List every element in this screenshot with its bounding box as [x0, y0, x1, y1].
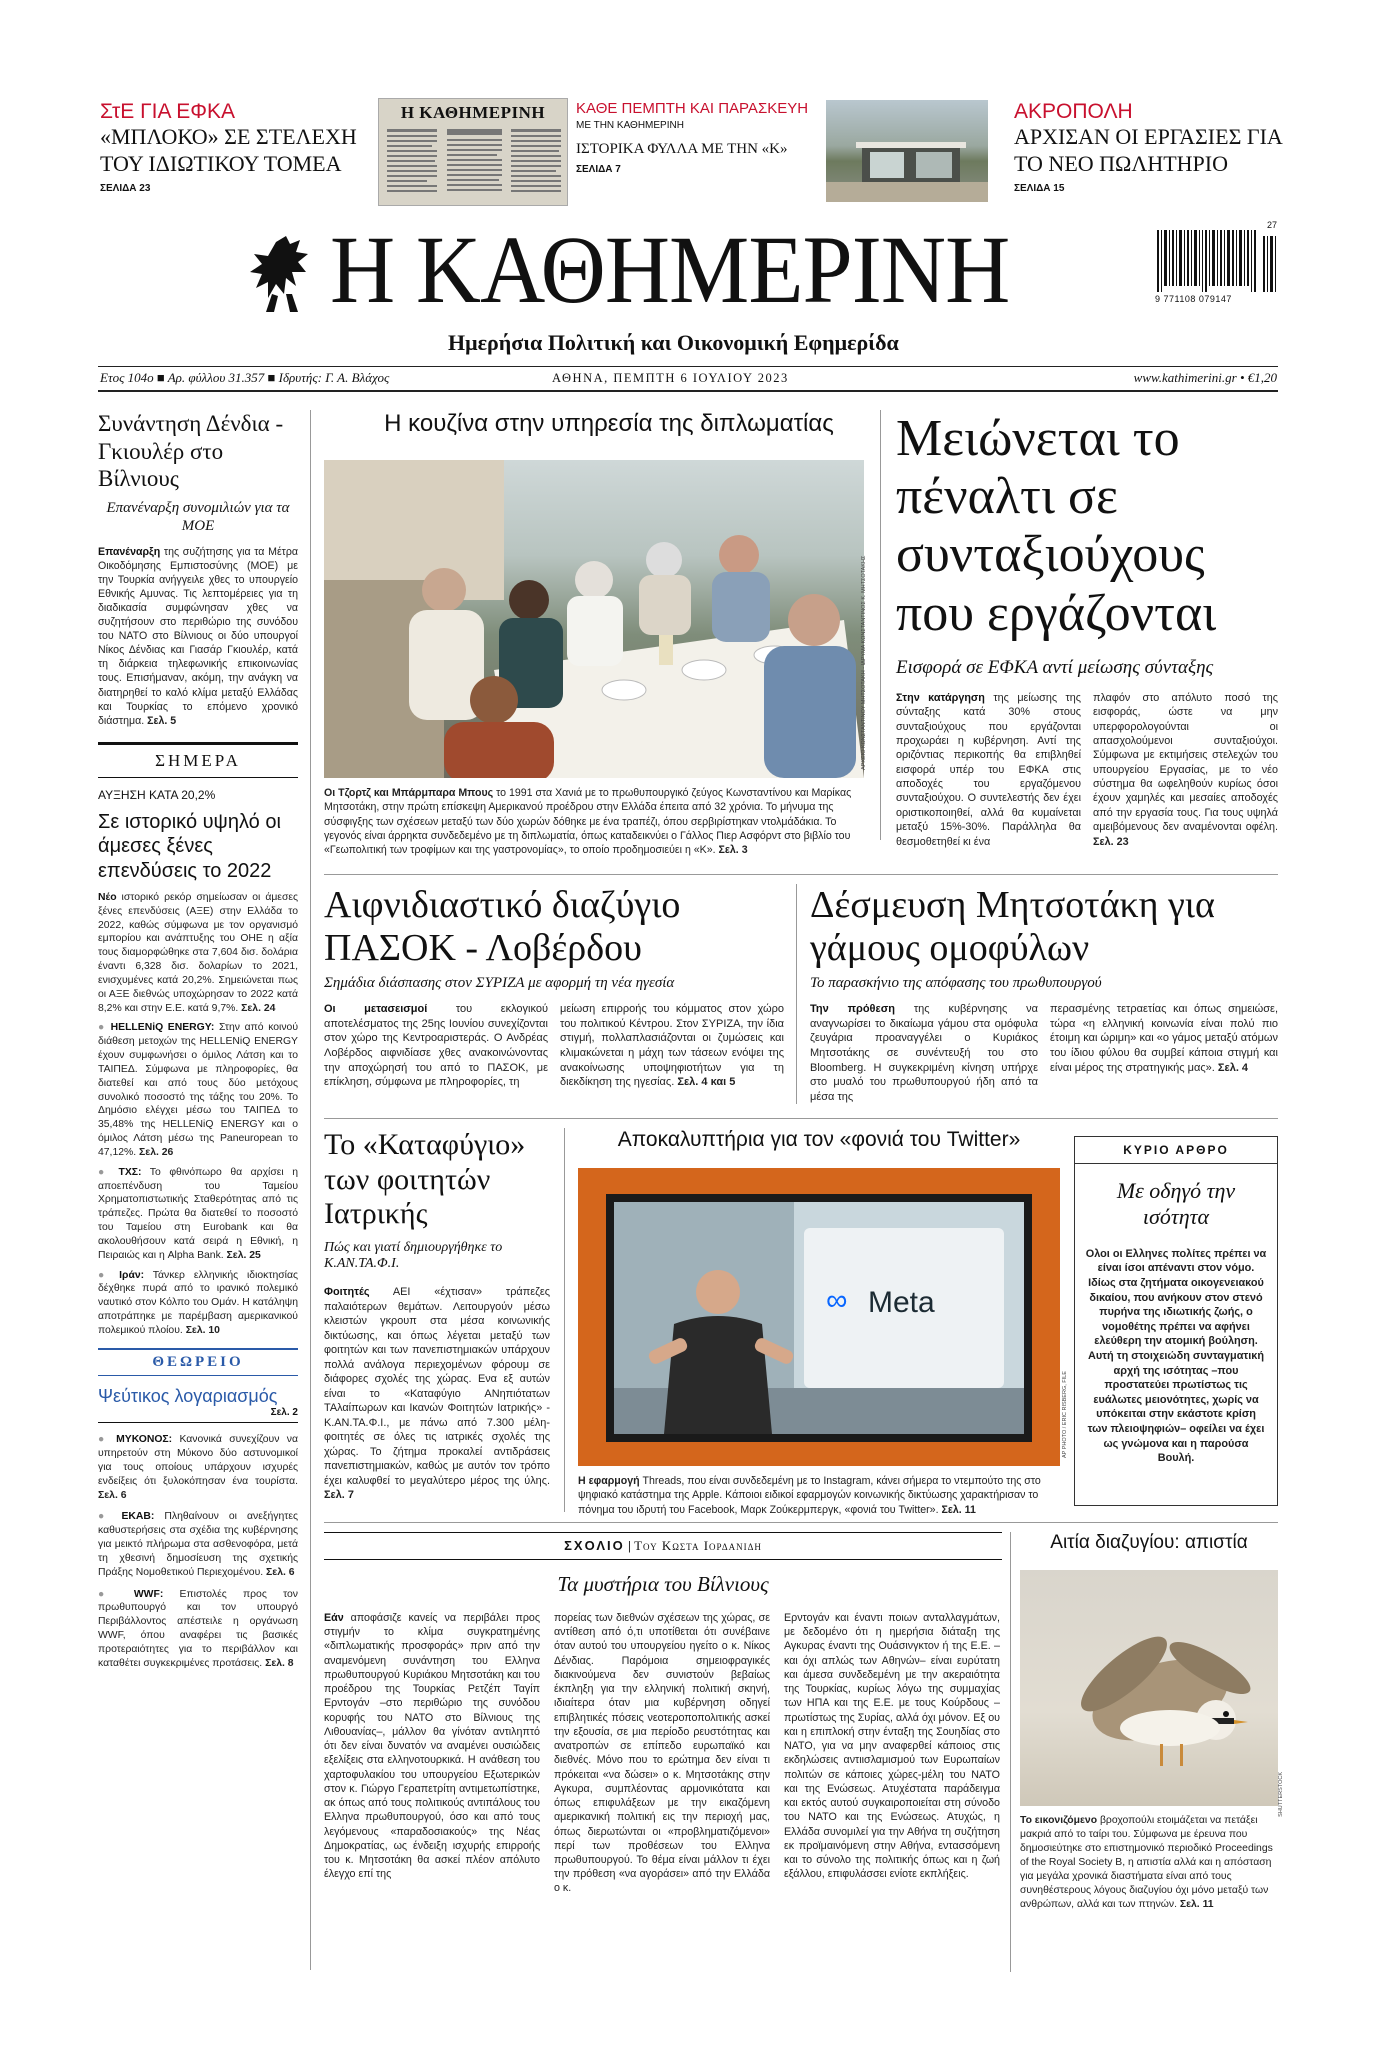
brief-body: Επιστολές προς τον πρωθυπουργό και τον υπουργό Περιβάλλοντος απέστειλε η οργάνωση WWF, όπου αναφέρει τις βασικές προτεραιότητες για το περιβάλλον και καταθέτει συγκεκριμένες προτάσεις. [98, 1588, 298, 1669]
thumb-masthead: Η ΚΑΘΗΜΕΡΙΝΗ [400, 103, 546, 122]
pseutikos-title: Ψεύτικος λογαριασμός [98, 1385, 278, 1406]
brief-text: ● ΕΚΑΒ: Πληθαίνουν οι ανεξήγητες καθυστερήσεις στα σχέδια της κυβέρνησης για μεικτό πλήρωμα στα ασθενοφόρα, μετά τη χθεσινή δημοσίευση της σχετικής Πράξης Νομοθετικού Περιεχομένου. Σελ. 6 [98, 1511, 299, 1578]
divorce-col1 [324, 1002, 548, 1090]
page-ref: Σελ. 6 [98, 1489, 127, 1501]
fdi-text: ιστορικό ρεκόρ σημείωσαν οι άμεσες ξένες επενδύσεις (ΑΞΕ) στην Ελλάδα το 2022, καθώς σύμφωνα με τον οργανισμό εμπορίου και ανάπτυξης του ΟΗΕ η αξία τους διαμορφώθηκε στα 7,604 δισ. δολάρια έναντι 6,328 δισ. δολαρίων το 2021, ενισχυμένες κατά 20,2%. Σημειώνεται πως οι ΑΞΕ διεθνώς υποχώρησαν το 2022 κατά 8,2% και στην Ε.Ε. κατά 9,7%. [98, 891, 298, 1014]
fdi-lead: Νέο [98, 891, 117, 903]
comment-col1 [324, 1611, 540, 1896]
comment-author: Του Κωστα Ιορδανιδη [634, 1538, 762, 1553]
cuisine-story[interactable] [324, 410, 874, 857]
teaser-title: «ΜΠΛΟΚΟ» ΣΕ ΣΤΕΛΕΧΗ ΤΟΥ ΙΔΙΩΤΙΚΟΥ ΤΟΜΕΑ [100, 124, 357, 176]
page-ref: Σελ. 6 [266, 1566, 295, 1578]
brief-wwf[interactable] [98, 1588, 298, 1671]
comment-lead: Εάν [324, 1612, 344, 1624]
comment-header: ΣΧΟΛΙΟ | Του Κωστα Ιορδανιδη [324, 1532, 1002, 1560]
comment-title: Τα μυστήρια του Βίλνιους [557, 1572, 769, 1596]
website-price: www.kathimerini.gr • €1,20 [1133, 370, 1277, 385]
thumb-columns [379, 125, 568, 205]
brief-lead: ΜΥΚΟΝΟΣ: [116, 1434, 173, 1446]
page-ref: Σελ. 23 [1093, 835, 1129, 848]
plover-shape [1020, 1570, 1278, 1806]
caption-lead: Οι Τζορτζ και Μπάρμπαρα Μπους [324, 787, 494, 799]
editorial-label: ΚΥΡΙΟ ΑΡΘΡΟ [1075, 1137, 1277, 1164]
brief-lead: Ιράν: [119, 1269, 145, 1281]
page-ref: Σελ. 4 [1217, 1061, 1249, 1074]
page-ref: Σελ. 11 [1179, 1899, 1214, 1911]
divorce-subtitle: Σημάδια διάσπασης στον ΣΥΡΙΖΑ με αφορμή τη νέα ηγεσία [324, 975, 675, 992]
threads-title: Αποκαλυπτήρια για τον «φονιά του Twitter» [617, 1128, 1021, 1151]
issue-info: Ετος 104ο ■ Αρ. φύλλου 31.357 ■ Ιδρυτής: Γ. Α. Βλάχος [100, 370, 390, 385]
pseutikos-story[interactable] [98, 1386, 298, 1424]
pensions-col2 [1093, 691, 1278, 849]
dendias-story[interactable] [98, 410, 298, 728]
pensions-lead: Στην κατάργηση [896, 691, 985, 704]
teaser-acropolis[interactable] [1014, 100, 1284, 194]
teaser-efka[interactable] [100, 100, 370, 194]
page-ref: Σελ. 3 [718, 844, 748, 857]
fdi-title: Σε ιστορικό υψηλό οι άμεσες ξένες επενδύσεις το 2022 [98, 810, 281, 882]
griffin-logo-icon [246, 232, 318, 316]
left-column [98, 410, 298, 1670]
brief-text: ● ΤΧΣ: Το φθινόπωρο θα αρχίσει η αποεπένδυση του Ταμείου Χρηματοπιστωτικής Σταθερότητας από τις τράπεζες. Πρώτα θα διατεθεί το ποσοστό του Ταμείου στη Eurobank και θα ακολουθήσουν κατά σειρά η Εθνική, η Πειραιώς και η Alpha Bank. Σελ. 25 [98, 1166, 298, 1261]
comment-text: αποφάσιζε κανείς να περιβάλει προς στιγμήν το κλίμα συγκρατημένης «διπλωματικής προσφοράς» πριν από την αναμενόμενη συνάντηση του Ελληνα πρωθυπουργού Κυριάκου Μητσοτάκη και του προέδρου της Τουρκίας Ρετζέπ Ταγίπ Ερντογάν –στο περιθώριο της συνόδου κορυφής του ΝΑΤΟ στο Βίλνιους της Λιθουανίας–, μάλλον θα γίνόταν αντιληπτό ότι δεν είναι δυνατόν να αναμένει ουσιώδεις εξελίξεις στα ελληνοτουρκικά. Η ανάθεση του χαρτοφυλακίου του υπουργείου Εξωτερικών στον κ. Γιώργο Γεραπετρίτη αντιμετωπίστηκε, ακ όπως από τους πολιτικούς αντιπάλους του Ελληνα πρωθυπουργού, όσο και από τους λεγόμενους «παραδοσιακούς» της Νέας Δημοκρατίας, ως ένδειξη ισχυρής επιρροής του κ. Μητσοτάκη θα ασκεί πλέον απόλυτο έλεγχο επί της [324, 1612, 540, 1881]
teaser-acropolis-photo [826, 100, 988, 202]
barcode-issue: 27 [1266, 220, 1277, 230]
barcode-addon-icon [1263, 230, 1277, 292]
refuge-text: ΑΕΙ «έχτισαν» τράπεζες παλαιότερων θεμάτων. Λειτουργούν μέσω κλειστών γκρουπ στα μέσα κοινωνικής δικτύωσης, και όπως λέγεται μεταξύ των φοιτητών και των πανεπιστημιακών υπάρχουν πολλά ανάλογα περιεχομένων φόρουμ σε διάφορες σχολές της χώρας. Ενα εξ αυτών είναι το «Καταφύγιο ΑΝηπιότατων ΤΑλαίπωρων και Ικανών Φοιτητών Ιατρικής» - Κ.ΑΝ.ΤΑ.Φ.Ι., με πάνω από 7.300 μέλη-φοιτητές σε όλες τις ιατρικές σχολές της χώρας. Το ζήτημα προκαλεί αντιδράσεις πανεπιστημιακών, καθώς με αυτόν τον τρόπο έχει καλυφθεί το μεγαλύτερο μέρος της ύλης. [324, 1286, 550, 1487]
page-ref: Σελ. 8 [265, 1657, 294, 1669]
bird-photo-credit: SHUTTERSTOCK [1278, 1772, 1284, 1817]
fdi-story[interactable] [98, 788, 298, 1016]
teaser-title: ΙΣΤΟΡΙΚΑ ΦΥΛΛΑ ΜΕ ΤΗΝ «Κ» [576, 141, 788, 158]
comment-col3: Ερντογάν και έναντι ποιων ανταλλαγμάτων, με δεδομένο ότι η ημερήσια διάταξη της Αγκυρας έναντι της Ουάσινγκτον ή της Ε.Ε. –και όχι απλώς των Αθηνών– είναι ευρύτατη και άμεσα συνδεδεμένη με την ακεραιότητα της Τουρκίας, κυρίως λόγω της συμμαχίας των ΗΠΑ και της Ε.Ε. με τους Κούρδους – πρωτίστως της Συρίας, αλλά όχι μόνον. Εξ ου και η επιπλοκή στην ένταξη της Σουηδίας στο ΝΑΤΟ, για να μην αναφερθεί κάποιος στις εκδηλώσεις αντιισλαμισμού των Ευρωπαίων πολιτών σε κάποιες χώρες-μέλη του ΝΑΤΟ και της Ενώσεως. Ατυχέστατα παράδειγμα και εκτός αυτού συγκαιροποιείται στη σύνοδο του ΝΑΤΟ και της Ενώσεως. Ατυχώς, η Ελλάδα συνομιλεί για την Αθήνα τη συζήτηση εκ προϊμαινόμενη στην Αθήνα, εντασσόμενη και το σύνολο της πολιτικής όπως και η ζωή εξάλλου, επιφυλάσσει ενίοτε εκπλήξεις. [784, 1612, 1000, 1881]
refuge-story[interactable] [324, 1128, 550, 1503]
teaser-historic[interactable] [576, 100, 826, 175]
page-ref: Σελ. 26 [139, 1146, 174, 1158]
page-ref: Σελ. 5 [147, 714, 177, 727]
pensions-subtitle: Εισφορά σε ΕΦΚΑ αντί μείωσης σύνταξης [896, 656, 1214, 678]
cuisine-photo-credit: ΑΡΧΕΙΟ ΚΩΝΣΤΑΝΤΙΝΟΥ ΜΗΤΣΟΤΑΚΗ - ΙΔΡΥΜΑ ΚΩΝΣΤΑΝΤΙΝΟΣ Κ. ΜΗΤΣΟΤΑΚΗΣ [861, 555, 867, 770]
page-ref: Σελ. 24 [241, 1002, 276, 1014]
masthead-title: Η ΚΑΘΗΜΕΡΙΝΗ [330, 216, 1010, 323]
pensions-text: πλαφόν στο απόλυτο ποσό της εισφοράς, ώστε να μην υπερφορολογούνται οι απασχολούμενοι συνταξιούχοι. Σύμφωνα με εκτιμήσεις στελεχών του υπουργείου Εργασίας, με το νέο σύστημα θα ωφεληθούν κυρίως όσοι έχουν χαμηλές και μεσαίες αποδοχές από την εργασία τους. Για τους υψηλά αμειβόμενους δεν αναμένονται οφέλη. [1093, 691, 1278, 834]
issue-date: ΑΘΗΝΑ, ΠΕΜΠΤΗ 6 ΙΟΥΛΙΟΥ 2023 [552, 371, 789, 385]
divorce-col2 [560, 1002, 784, 1090]
brief-lead: HELLENiQ ENERGY: [110, 1022, 215, 1034]
comment-label: ΣΧΟΛΙΟ [564, 1538, 625, 1553]
caption-text: το 1991 στα Χανιά με το πρωθυπουργικό ζεύγος Κωνσταντίνου και Μαρίκας Μητσοτάκη, στην πρώτη επίσκεψη Αμερικανού προέδρου στην Ελλάδα έπειτα από 32 χρόνια. Το μήνυμα της σύσφιγξης των σχέσεων μεταξύ των δύο χωρών δόθηκε με ένα τραπέζι, όπου σερβιρίστηκαν ντολμάδάκια. Το γεγονός είναι άρρηκτα συνδεδεμένο με τη διπλωματία, όπως καταδεικνύει ο Γάλλος Πιερ Ασφόρντ στο βιβλίο του «Γεωπολιτική των τροφίμων και της γαστρονομίας», το οποίο προδημοσιεύει η «Κ». [324, 787, 852, 857]
threads-story[interactable] [578, 1128, 1068, 1516]
comment-col2: πορείας των διεθνών σχέσεων της χώρας, σε αντίθεση από ό,τι υποτίθεται ότι συνέβαινε όταν αυτού του υπουργείου ηγείτο ο κ. Νίκος Δένδιας. Παρόμοια σημειοφραγικές διακινούμενα δεν συνιστούν βεβαίως έκπληξη για την ελληνική πολιτική σκηνή, ιδιαίτερα όταν μια κυβέρνηση οδηγεί επιβλητικές πόσεις νεοτεροποπολιτικής ασκεί την εξουσία, σε μια περίοδο ρευστότητας και ανατροπών σε επίπεδο ευρωπαϊκό και διεθνές. Μόνο που το ερώτημα δεν είναι τι πρόκειται «να δώσει» ο κ. Μητσοτάκης στην Αγκυρα, συμπλέοντας αρμονικότατα και όπως επιφυλάξεων με την εικαζόμενη αμερικανική πολιτική εις την περιοχή μας, όπως διερωτώνται οι «προβληματιζόμενοι» περί των προθέσεων του Ελληνα πρωθυπουργού. Το θέμα είναι μάλλον τι έχει την πρόθεση «να αγοράσει» από την Ελλάδα ο κ. [554, 1612, 770, 1895]
brief-text: ● WWF: Επιστολές προς τον πρωθυπουργό και τον υπουργό Περιβάλλοντος απέστειλε η οργάνωση WWF, όπου αναφέρει τις βασικές προτεραιότητες για το περιβάλλον και καταθέτει συγκεκριμένες προτάσεις. Σελ. 8 [98, 1588, 298, 1669]
commitment-title: Δέσμευση Μητσοτάκη για γάμους ομοφύλων [810, 884, 1215, 969]
caption-text: βροχοπούλι ετοιμάζεται να πετάξει μακριά από το ταίρι του. Σύμφωνα με έρευνα που δημοσιεύτηκε στο επιστημονικό περιοδικό Proceedings of the Royal Society B, η απιστία αλλά και η απόσταση για μεγάλα χρονικά διαστήματα είναι από τους συνηθέστερους λόγους διαζυγίου όχι μόνο μεταξύ των ανθρώπων, αλλά και των πτηνών. [1020, 1815, 1273, 1911]
teaser-title: ΑΡΧΙΣΑΝ ΟΙ ΕΡΓΑΣΙΕΣ ΓΙΑ ΤΟ ΝΕΟ ΠΩΛΗΤΗΡΙΟ [1014, 124, 1282, 176]
divorce-lead: Οι μετασεισμοί [324, 1003, 428, 1016]
pavilion-shape [826, 100, 988, 202]
brief-text: ● Ιράν: Τάνκερ ελληνικής ιδιοκτησίας δέχθηκε πυρά από το ιρανικό πολεμικό ναυτικό στον Κόλπο του Ομάν. Η κατάληψη αποτράπηκε με παρέμβαση αμερικανικού πολεμικού πλοίου. Σελ. 10 [98, 1269, 298, 1336]
page-ref: Σελ. 7 [324, 1489, 354, 1502]
brief-body: Το φθινόπωρο θα αρχίσει η αποεπένδυση του Ταμείου Χρηματοπιστωτικής Σταθερότητας από τις τράπεζες. Πρώτα θα διατεθεί το ποσοστό του Ταμείου στη Eurobank και θα ακολουθήσουν κατά σειρά η Εθνική, η Πειραιώς και η Alpha Bank. [98, 1166, 298, 1261]
threads-caption [578, 1474, 1060, 1517]
pensions-col1 [896, 691, 1081, 849]
meta-infinity-icon: ∞ [826, 1284, 848, 1317]
commitment-story[interactable] [810, 884, 1278, 1104]
brief-body: Πληθαίνουν οι ανεξήγητες καθυστερήσεις στα σχέδια της κυβέρνησης για μεικτό πλήρωμα στα ασθενοφόρα, μετά τη χθεσινή δημοσίευση της σχετικής Πράξης Νομοθετικού Περιεχομένου. [98, 1511, 299, 1578]
brief-lead: WWF: [133, 1588, 164, 1600]
divorce-title: Αιφνιδιαστικό διαζύγιο ΠΑΣΟΚ - Λοβέρδου [324, 884, 681, 969]
caption-text: Threads, που είναι συνδεδεμένη με το Instagram, κάνει σήμερα το ντεμπούτο της στο ψηφιακό κατάστημα της Apple. Κάποιοι ειδικοί εφαρμογών κοινωνικής δικτύωσης χαρακτήρισαν το πόνημα του ιδρυτή του Facebook, Μαρκ Ζούκερμπεργκ, «φονιά του Twitter». [578, 1475, 1041, 1516]
commitment-text: της κυβέρνησης να αναγνωρίσει το δικαίωμα γάμου στα ομόφυλα ζευγάρια προαναγγέλει ο Κυριάκος Μητσοτάκης σε συνέντευξή του στο Bloomberg. Η συγκεκριμένη κίνηση υπήρχε στο μυαλό του πρωθυπουργού ήδη από τα μέσα της [810, 1003, 1039, 1103]
refuge-lead: Φοιτητές [324, 1286, 370, 1299]
zuckerberg-photo [578, 1168, 1060, 1466]
meta-logo: Meta [868, 1286, 935, 1319]
brief-iran[interactable] [98, 1269, 298, 1338]
brief-text: ● ΜΥΚΟΝΟΣ: Κανονικά συνεχίζουν να υπηρετούν στη Μύκονο δύο αστυνομικοί για τους οποίους υπάρχουν ισχυρές ενδείξεις ότι ξυλοκόπησαν ένα τουρίστα. Σελ. 6 [98, 1434, 298, 1501]
teaser-page: ΣΕΛΙΔΑ 15 [1014, 182, 1065, 194]
page-ref: Σελ. 4 και 5 [677, 1076, 736, 1089]
teaser-page: ΣΕΛΙΔΑ 7 [576, 164, 621, 176]
brief-body: Στην από κοινού διάθεση μετοχών της HELLENiQ ENERGY έχουν συμφωνήσει ο όμιλος Λάτση και το ΤΑΙΠΕΔ. Σύμφωνα με πληροφορίες, θα διατεθεί και από τους δύο μετόχους συνολικό ποσοστό της τάξης του 20%. Το Δημόσιο ελέγχει μέσω του ΤΑΙΠΕΔ το 35,48% της HELLENiQ ENERGY και ο όμιλος Λάτση μέσω της Paneuropean το 47,12%. [98, 1022, 299, 1158]
caption-lead: Η εφαρμογή [578, 1475, 640, 1487]
brief-lead: ΤΧΣ: [118, 1166, 142, 1178]
theoreio-section-label: ΘΕΩΡΕΙΟ [98, 1348, 298, 1376]
teaser-kicker: ΑΚΡΟΠΟΛΗ [1014, 100, 1133, 123]
page-ref: Σελ. 25 [226, 1249, 261, 1261]
fdi-body [98, 891, 298, 1015]
editorial-title: Με οδηγό την ισότητα [1116, 1178, 1236, 1230]
cuisine-title: Η κουζίνα στην υπηρεσία της διπλωματίας [384, 410, 834, 437]
teaser-historic-thumbnail [378, 98, 568, 206]
page-ref: Σελ. 11 [941, 1503, 976, 1516]
editorial-body: Ολοι οι Ελληνες πολίτες πρέπει να είναι ίσοι απέναντι στον νόμο. Ιδίως στα ζητήματα οικογενειακού δικαίου, που ανήκουν στον στενό πυρήνα της ιδιωτικής ζωής, ο νομοθέτης πρέπει να αφήνει ελεύθερη την ατομική βούληση. Αυτή τη στοιχειώδη συνταγματική αρχή της ισότητας –που προστατεύει πρωτίστως τις ευάλωτες μειονότητες, χωρίς να υπόκειται στην εκάστοτε κρίση των πλειοψηφιών– οφείλει να έχει ως γνώμονα και η παρούσα Βουλή. [1085, 1247, 1267, 1465]
bird-caption [1020, 1814, 1278, 1912]
bird-title: Αιτία διαζυγίου: απιστία [1050, 1532, 1248, 1553]
refuge-body [324, 1285, 550, 1503]
dinner-scene [324, 460, 864, 778]
divorce-text: μείωση επιρροής του κόμματος στον χώρο του πολιτικού Κέντρου. Στον ΣΥΡΙΖΑ, την ίδια στιγμή, πολλαπλασιάζονται οι ζυμώσεις και κλιμακώνεται η μάχη των τάσεων ενόψει της ανακοίνωσης υποψηφιοτήτων για τη διεκδίκηση της ηγεσίας. [560, 1003, 784, 1089]
brief-body: Κανονικά συνεχίζουν να υπηρετούν στη Μύκονο δύο αστυνομικοί για τους οποίους υπάρχουν ισχυρές ενδείξεις ότι ξυλοκόπησαν ένα τουρίστα. [98, 1434, 298, 1487]
brief-hellenic[interactable] [98, 1021, 298, 1159]
divorce-text: του εκλογικού αποτελέσματος της 25ης Ιουνίου συνεχίζονται στον χώρο της Κεντροαριστεράς. Ο Ανδρέας Λοβέρδος αιφνιδίασε χθες ανακοινώνοντας την αποχώρησή του από το ΠΑΣΟΚ, με επίκληση, σύμφωνα με πληροφορίες, τη [324, 1003, 548, 1089]
page-ref: Σελ. 2 [270, 1407, 298, 1419]
today-section-label: ΣΗΜΕΡΑ [98, 742, 298, 778]
pensions-story[interactable] [896, 410, 1278, 849]
teaser-kicker: ΣτΕ ΓΙΑ ΕΦΚΑ [100, 100, 235, 123]
caption-lead: Το εικονιζόμενο [1020, 1815, 1098, 1826]
brief-text: ● HELLENiQ ENERGY: Στην από κοινού διάθεση μετοχών της HELLENiQ ENERGY έχουν συμφωνήσει ο όμιλος Λάτση και το ΤΑΙΠΕΔ. Σύμφωνα με πληροφορίες, θα διατεθεί και από τους δύο μετόχους συνολικό ποσοστό της τάξης του 20%. Το Δημόσιο ελέγχει μέσω του ΤΑΙΠΕΔ το 35,48% της HELLENiQ ENERGY και ο όμιλος Λάτση μέσω της Paneuropean το 47,12%. Σελ. 26 [98, 1022, 299, 1158]
fdi-kicker: ΑΥΞΗΣΗ ΚΑΤΑ 20,2% [98, 787, 216, 802]
dendias-text: της συζήτησης για τα Μέτρα Οικοδόμησης Εμπιστοσύνης (ΜΟΕ) με την Τουρκία ανήγγειλε χθες το υπουργείο Εθνικής Αμυνας. Τις λεπτομέρειες για τη διαδικασία συμφώνησαν χθες να συζητήσουν στο περιθώριο της συνόδου του ΝΑΤΟ στο Βίλνιους οι δύο υπουργοί Νίκος Δένδιας και Γιασάρ Γκιουλέρ, κατά τη διάρκεια τηλεφωνικής επικοινωνίας τους. Επισήμαναν, ακόμη, την ανάγκη να διατηρηθεί το καλό κλίμα μεταξύ Ελλάδας και Τουρκίας το επόμενο χρονικό διάστημα. [98, 545, 298, 727]
brief-mykonos[interactable] [98, 1433, 298, 1502]
pensions-text: της μείωσης της σύνταξης κατά 30% στους συνταξιούχους που εργάζονται προχωράει η κυβέρνηση. Αντί της οριζόντιας περικοπής θα επιβληθεί εισφορά υπέρ του ΕΦΚΑ στις αποδοχές του εργαζόμενου συνταξιούχου. Ο συντελεστής δεν έχει οριστικοποιηθεί, αλλά θα κυμαίνεται μεταξύ 15%-30%. Παράλληλα θα θεσμοθετηθεί κι ένα [896, 691, 1081, 848]
commitment-subtitle: Το παρασκήνιο της απόφασης του πρωθυπουργού [810, 975, 1102, 992]
dendias-lead: Επανέναρξη [98, 545, 161, 558]
teaser-kicker: ΚΑΘΕ ΠΕΜΠΤΗ ΚΑΙ ΠΑΡΑΣΚΕΥΗ [576, 100, 809, 117]
editorial-box[interactable] [1074, 1136, 1278, 1506]
brief-body: Τάνκερ ελληνικής ιδιοκτησίας δέχθηκε πυρά από το ιρανικό πολεμικό ναυτικό στον Κόλπο του Ομάν. Η κατάληψη αποτράπηκε με παρέμβαση αμερικανικού πολεμικού πλοίου. [98, 1269, 298, 1336]
refuge-title: Το «Καταφύγιο» των φοιτητών Ιατρικής [324, 1128, 526, 1230]
commitment-col1 [810, 1002, 1038, 1104]
dendias-subtitle: Επανέναρξη συνομιλιών για τα ΜΟΕ [106, 499, 290, 534]
dendias-body [98, 545, 298, 728]
commitment-text: περασμένης τετραετίας και όπως σημειώσε, τώρα «η ελληνική κοινωνία είναι πολύ πιο έτοιμη και ώριμη» και «ο γάμος μεταξύ ατόμων του ίδιου φύλου θα συμβεί κάποια στιγμή και είναι μέρος της στρατηγικής μας». [1050, 1003, 1278, 1074]
teaser-small: ΜΕ ΤΗΝ ΚΑΘΗΜΕΡΙΝΗ [576, 120, 684, 132]
masthead-subtitle: Ημερήσια Πολιτική και Οικονομική Εφημερίδα [448, 330, 899, 355]
commitment-lead: Την πρόθεση [810, 1003, 895, 1016]
refuge-subtitle: Πώς και γιατί δημιουργήθηκε το Κ.ΑΝ.ΤΑ.Φ.Ι. [324, 1239, 503, 1272]
bird-story[interactable] [1020, 1532, 1284, 1911]
dendias-title: Συνάντηση Δένδια - Γκιουλέρ στο Βίλνιους [98, 411, 284, 492]
page-ref: Σελ. 10 [185, 1324, 220, 1336]
threads-photo-credit: AP PHOTO / ERIC RISBERG, FILE [1062, 1371, 1068, 1458]
brief-txs[interactable] [98, 1166, 298, 1263]
commitment-col2 [1050, 1002, 1278, 1104]
brief-lead: ΕΚΑΒ: [121, 1511, 155, 1523]
barcode [1155, 222, 1277, 308]
dinner-photo [324, 460, 864, 778]
divorce-story[interactable] [324, 884, 784, 1090]
cuisine-caption [324, 786, 864, 857]
pensions-title: Μειώνεται το πέναλτι σε συνταξιούχους που εργάζονται [896, 410, 1217, 642]
barcode-number: 9 771108 079147 [1155, 294, 1232, 304]
plover-photo [1020, 1570, 1278, 1806]
brief-ekab[interactable] [98, 1510, 298, 1579]
barcode-bars-icon [1155, 230, 1261, 292]
teaser-page: ΣΕΛΙΔΑ 23 [100, 182, 151, 194]
stage-scene [578, 1168, 1060, 1466]
comment-story[interactable] [324, 1532, 1002, 1896]
